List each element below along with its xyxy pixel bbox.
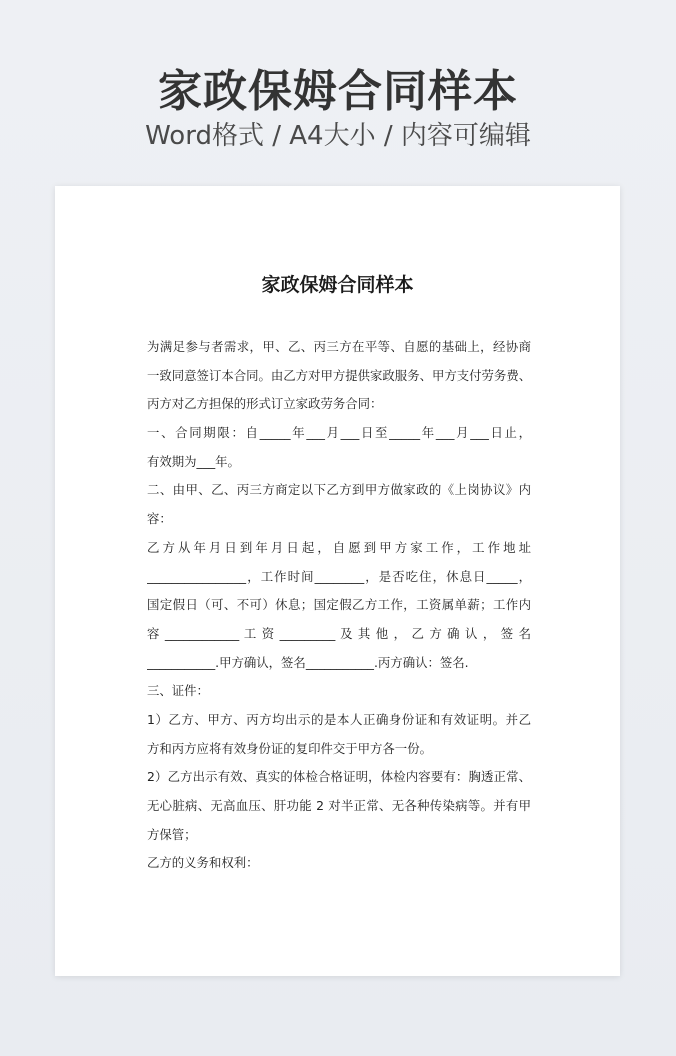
paragraph-line: 容： — [147, 511, 172, 527]
document-page — [55, 186, 620, 976]
paragraph-line: ___________.甲方确认，签名___________.丙方确认：签名. — [147, 654, 469, 670]
paragraph-line: 一致同意签订本合同。由乙方对甲方提供家政服务、甲方支付劳务费、 — [147, 367, 531, 383]
document-title: 家政保姆合同样本 — [261, 274, 414, 296]
paragraph-line: 无心脏病、无高血压、肝功能 2 对半正常、无各种传染病等。并有甲 — [147, 798, 531, 813]
paragraph-line: ________________，工作时间________，是否吃住，休息日_____， — [147, 568, 531, 584]
paragraph-line: 1）乙方、甲方、丙方均出示的是本人正确身份证和有效证明。并乙 — [147, 711, 531, 727]
paragraph-line: 乙方的义务和权利： — [147, 855, 259, 871]
paragraph-line: 乙方从年月日到年月日起，自愿到甲方家工作，工作地址 — [147, 539, 531, 555]
paragraph-line: 一、合同期限：自_____年___月___日至_____年___月___日止， — [147, 425, 531, 441]
paragraph-line: 容 ____________ 工 资 _________ 及 其 他 ， 乙 方 确 认 ， 签 名 — [147, 625, 531, 641]
section-heading: 三、证件： — [147, 683, 209, 699]
paragraph-line: 有效期为___年。 — [147, 453, 240, 469]
paragraph-line: 方保管； — [147, 826, 197, 842]
paragraph-line: 二、由甲、乙、丙三方商定以下乙方到甲方做家政的《上岗协议》内 — [147, 482, 531, 498]
document-body — [147, 333, 531, 878]
paragraph-line: 国定假日（可、不可）休息；国定假乙方工作，工资属单薪；工作内 — [147, 597, 531, 613]
paragraph-line: 2）乙方出示有效、真实的体检合格证明，体检内容要有：胸透正常、 — [147, 769, 531, 785]
paragraph-line: 方和丙方应将有效身份证的复印件交于甲方各一份。 — [147, 740, 432, 756]
paragraph-line: 丙方对乙方担保的形式订立家政劳务合同： — [147, 396, 383, 412]
banner-subtitle: Word格式 / A4大小 / 内容可编辑 — [145, 121, 531, 151]
banner-title: 家政保姆合同样本 — [158, 66, 518, 117]
paragraph-line: 为满足参与者需求，甲、乙、丙三方在平等、自愿的基础上，经协商 — [147, 339, 531, 354]
